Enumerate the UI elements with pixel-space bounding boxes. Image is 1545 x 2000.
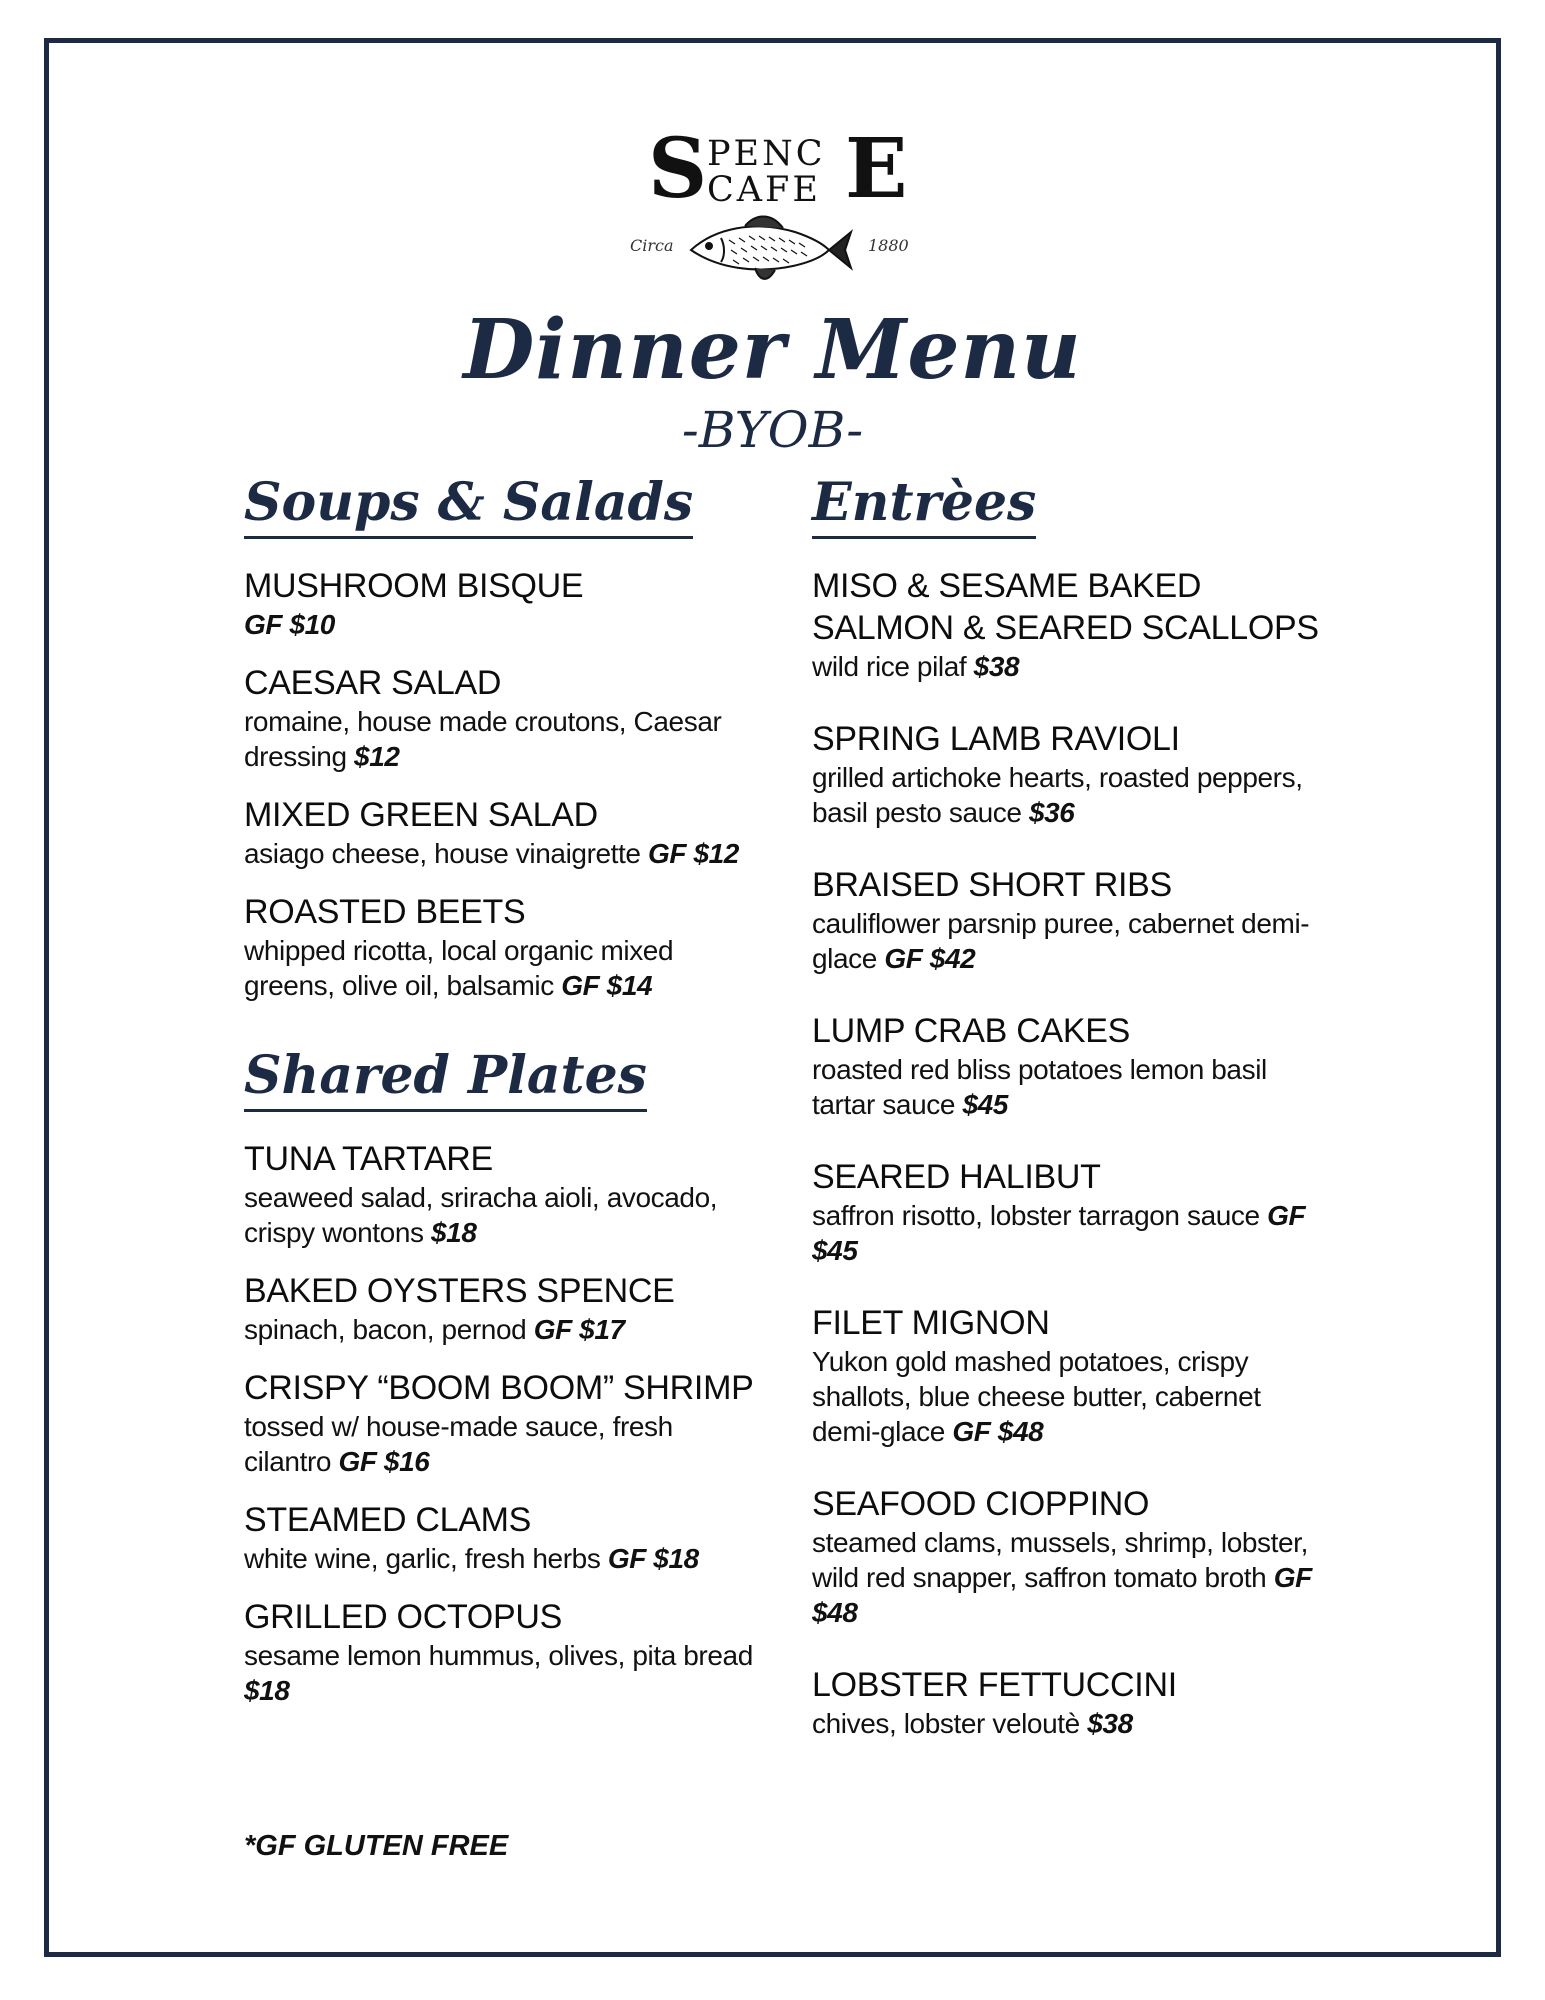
menu-item-description <box>812 760 1332 830</box>
menu-item-description-text: asiago cheese, house vinaigrette <box>244 838 641 869</box>
menu-item-description <box>812 1344 1332 1449</box>
menu-item-price: $12 <box>354 741 400 772</box>
menu-item-description-text: saffron risotto, lobster tarragon sauce <box>812 1200 1260 1231</box>
menu-item-description-text: romaine, house made croutons, Caesar dressing <box>244 706 722 772</box>
menu-item-price: GF $48 <box>812 1562 1312 1628</box>
menu-item-description <box>812 649 1332 684</box>
menu-item-name: SPRING LAMB RAVIOLI <box>812 720 1180 758</box>
menu-item <box>244 1138 764 1250</box>
menu-item-name: MUSHROOM BISQUE <box>244 567 584 605</box>
menu-item-description <box>812 1525 1332 1630</box>
menu-item-name: GRILLED OCTOPUS <box>244 1598 562 1636</box>
menu-item-description-text: cauliflower parsnip puree, cabernet demi-glace <box>812 908 1310 974</box>
menu-item <box>244 891 764 1003</box>
menu-item-description-text: seaweed salad, sriracha aioli, avocado, crispy wontons <box>244 1182 718 1248</box>
menu-item-description <box>244 607 764 642</box>
menu-item-price: $18 <box>244 1675 290 1706</box>
left-column <box>244 470 764 1728</box>
menu-item-description <box>244 1541 764 1576</box>
menu-item-description <box>244 836 764 871</box>
menu-item <box>244 1367 764 1479</box>
menu-item-name: LUMP CRAB CAKES <box>812 1012 1130 1050</box>
menu-item <box>244 565 764 642</box>
menu-item-description-text: roasted red bliss potatoes lemon basil tartar sauce <box>812 1054 1267 1120</box>
menu-item-name: BRAISED SHORT RIBS <box>812 866 1172 904</box>
section-heading: Soups & Salads <box>244 470 693 539</box>
menu-item <box>244 1499 764 1576</box>
menu-item-price: $38 <box>1087 1708 1133 1739</box>
menu-item-name: MISO & SESAME BAKED SALMON & SEARED SCALLOPS <box>812 567 1319 647</box>
menu-item-description <box>244 1180 764 1250</box>
menu-item-price: $18 <box>430 1217 477 1248</box>
menu-item-description-text: grilled artichoke hearts, roasted peppers, basil pesto sauce <box>812 762 1303 828</box>
menu-item-description-text: spinach, bacon, pernod <box>244 1314 527 1345</box>
menu-item-description <box>244 1409 764 1479</box>
page-title: Dinner Menu <box>463 302 1082 398</box>
menu-item-description-text: Yukon gold mashed potatoes, crispy shallots, blue cheese butter, cabernet demi-glace <box>812 1346 1261 1447</box>
menu-item-name: SEAFOOD CIOPPINO <box>812 1485 1150 1523</box>
logo-circa: Circa <box>630 236 674 255</box>
menu-item <box>812 1483 1332 1630</box>
menu-item-name: CAESAR SALAD <box>244 664 502 702</box>
menu-item-name: SEARED HALIBUT <box>812 1158 1101 1196</box>
menu-item-price: GF $12 <box>647 838 739 869</box>
menu-item-price: GF $45 <box>812 1200 1306 1266</box>
menu-section <box>244 470 764 1003</box>
menu-item-price: GF $18 <box>607 1543 699 1574</box>
menu-section <box>812 470 1332 1741</box>
menu-item <box>812 864 1332 976</box>
gluten-free-footnote: *GF GLUTEN FREE <box>244 1830 509 1862</box>
menu-item-name: ROASTED BEETS <box>244 893 526 931</box>
logo-big-s: S <box>648 121 708 217</box>
menu-item-description <box>244 1638 764 1708</box>
menu-item-name: FILET MIGNON <box>812 1304 1050 1342</box>
menu-item-description <box>244 933 764 1003</box>
menu-item-name: MIXED GREEN SALAD <box>244 796 598 834</box>
logo-bottom-letters: CAFE <box>707 170 821 210</box>
menu-item-description <box>244 704 764 774</box>
logo-top-letters: PENC <box>707 134 826 174</box>
menu-item <box>812 565 1332 684</box>
menu-section <box>244 1043 764 1708</box>
menu-item-price: GF $48 <box>952 1416 1044 1447</box>
menu-item-description-text: tossed w/ house-made sauce, fresh cilantro <box>244 1411 673 1477</box>
menu-item-name: TUNA TARTARE <box>244 1140 493 1178</box>
logo-year: 1880 <box>868 236 909 255</box>
menu-item <box>812 1664 1332 1741</box>
section-heading: Shared Plates <box>244 1043 647 1112</box>
page-subtitle: -BYOB- <box>681 401 864 459</box>
menu-item-description <box>812 906 1332 976</box>
logo-big-e: E <box>845 121 908 217</box>
right-column <box>812 470 1332 1775</box>
menu-item-price: GF $14 <box>561 970 653 1001</box>
menu-item <box>812 1302 1332 1449</box>
menu-item <box>812 1010 1332 1122</box>
menu-item-description <box>812 1052 1332 1122</box>
menu-item-name: BAKED OYSTERS SPENCE <box>244 1272 675 1310</box>
menu-item-price: GF $16 <box>338 1446 430 1477</box>
menu-item <box>812 718 1332 830</box>
menu-item-price: GF $17 <box>533 1314 625 1345</box>
menu-item <box>244 1596 764 1708</box>
fish-icon <box>685 210 853 286</box>
menu-item <box>244 794 764 871</box>
menu-item <box>812 1156 1332 1268</box>
menu-item-description-text: whipped ricotta, local organic mixed greens, olive oil, balsamic <box>244 935 674 1001</box>
menu-item-description-text: sesame lemon hummus, olives, pita bread <box>244 1640 753 1671</box>
menu-item-price: $45 <box>962 1089 1008 1120</box>
menu-item-price: $36 <box>1028 797 1075 828</box>
menu-item-description-text: steamed clams, mussels, shrimp, lobster, wild red snapper, saffron tomato broth <box>812 1527 1308 1593</box>
menu-item-price: GF $10 <box>244 609 335 640</box>
menu-item-description-text: wild rice pilaf <box>812 651 967 682</box>
menu-item-name: LOBSTER FETTUCCINI <box>812 1666 1177 1704</box>
menu-item-price: GF $42 <box>884 943 976 974</box>
menu-item-description <box>812 1198 1332 1268</box>
menu-item <box>244 1270 764 1347</box>
menu-item-description <box>812 1706 1332 1741</box>
section-heading: Entrèes <box>812 470 1036 539</box>
menu-item-description <box>244 1312 764 1347</box>
menu-item-name: CRISPY “BOOM BOOM” SHRIMP <box>244 1369 754 1407</box>
menu-item <box>244 662 764 774</box>
menu-item-name: STEAMED CLAMS <box>244 1501 532 1539</box>
menu-item-description-text: chives, lobster veloutè <box>812 1708 1080 1739</box>
logo <box>0 121 1545 290</box>
menu-item-price: $38 <box>973 651 1020 682</box>
menu-item-description-text: white wine, garlic, fresh herbs <box>244 1543 601 1574</box>
